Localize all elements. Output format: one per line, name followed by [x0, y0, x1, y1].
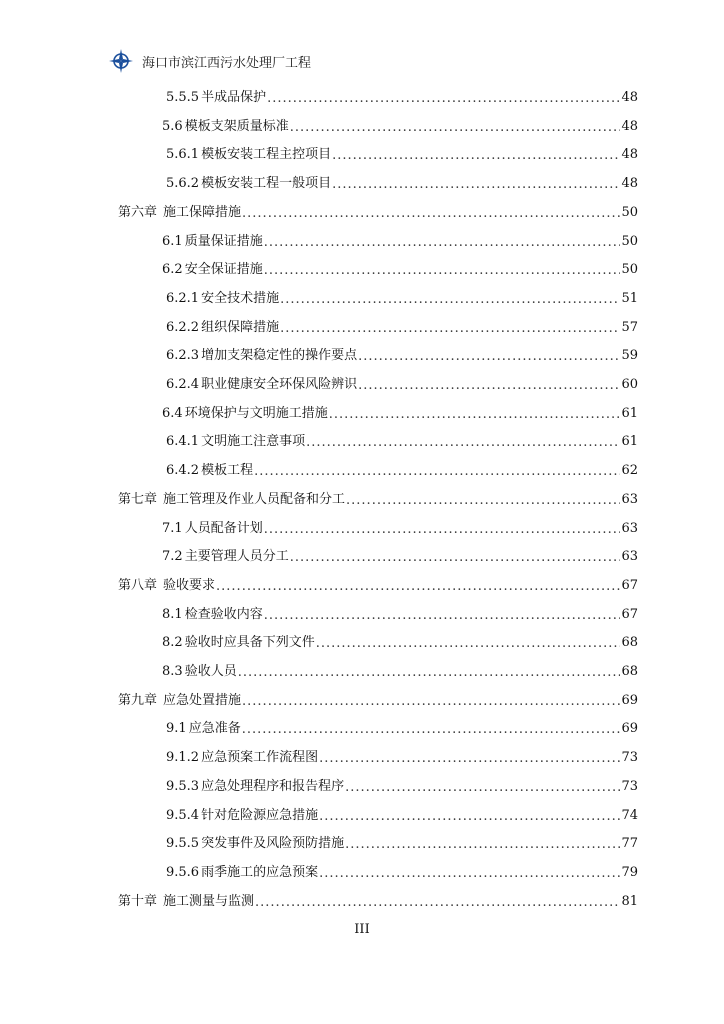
page-header	[108, 44, 628, 78]
toc-entry-title: 安全技术措施	[201, 290, 280, 306]
toc-dot-leader	[242, 723, 621, 737]
toc-dot-leader	[346, 494, 620, 508]
toc-entry-page: 77	[621, 836, 638, 852]
toc-entry-number: 9.5.4	[166, 807, 200, 823]
toc-entry-page: 57	[621, 319, 638, 335]
toc-dot-leader	[358, 350, 620, 364]
toc-entry[interactable]	[166, 744, 638, 766]
toc-entry-number: 第十章	[118, 893, 158, 909]
toc-entry-number: 7.1	[162, 520, 183, 536]
toc-entry-page: 68	[621, 664, 638, 679]
toc-entry-number: 6.4	[162, 405, 183, 421]
toc-entry-page: 63	[621, 520, 638, 536]
toc-dot-leader	[242, 207, 620, 221]
toc-dot-leader	[329, 408, 621, 422]
toc-entry[interactable]	[166, 773, 638, 795]
toc-entry-page: 67	[621, 577, 638, 593]
toc-dot-leader	[345, 781, 620, 795]
toc-entry-title: 应急预案工作流程图	[201, 750, 319, 766]
toc-dot-leader	[267, 92, 620, 106]
document-header-title: 海口市滨江西污水处理厂工程	[142, 55, 312, 71]
toc-entry[interactable]	[166, 314, 638, 336]
toc-entry-number: 6.4.1	[166, 434, 200, 450]
toc-entry-title: 安全保证措施	[184, 262, 263, 278]
toc-entry-title: 针对危险源应急措施	[201, 807, 319, 823]
toc-entry-number: 9.5.5	[166, 836, 200, 852]
toc-entry-number: 6.2.4	[166, 377, 200, 392]
toc-entry[interactable]	[166, 457, 638, 479]
toc-entry-number: 6.2.2	[166, 319, 200, 335]
toc-entry[interactable]	[162, 658, 638, 680]
toc-entry[interactable]	[166, 428, 638, 450]
toc-entry-page: 50	[621, 233, 638, 249]
toc-entry-page: 50	[621, 262, 638, 278]
toc-entry-number: 8.2	[162, 635, 183, 651]
toc-dot-leader	[345, 838, 620, 852]
toc-dot-leader	[319, 810, 620, 824]
toc-dot-leader	[280, 322, 620, 336]
toc-entry-title: 应急处理程序和报告程序	[201, 778, 345, 794]
toc-entry[interactable]	[118, 486, 638, 508]
toc-entry-title: 模板工程	[201, 463, 254, 479]
toc-entry-number: 5.6.1	[166, 147, 200, 163]
toc-entry-title: 增加支架稳定性的操作要点	[201, 348, 358, 364]
toc-dot-leader	[254, 465, 620, 479]
toc-dot-leader	[264, 264, 621, 278]
toc-dot-leader	[358, 379, 620, 393]
toc-entry-number: 9.1	[166, 721, 187, 737]
page-number: III	[354, 922, 370, 937]
toc-entry-number: 第九章	[118, 692, 158, 708]
toc-entry[interactable]	[162, 400, 638, 422]
toc-dot-leader	[264, 236, 621, 250]
toc-entry-title: 验收时应具备下列文件	[184, 635, 315, 651]
toc-entry-number: 7.2	[162, 549, 183, 565]
toc-entry[interactable]	[162, 228, 638, 250]
toc-dot-leader	[306, 436, 620, 450]
toc-entry[interactable]	[166, 371, 638, 393]
toc-entry-title: 施工管理及作业人员配备和分工	[163, 491, 346, 507]
toc-entry[interactable]	[118, 888, 638, 910]
toc-entry-number: 5.6.2	[166, 176, 200, 192]
toc-entry-number: 9.1.2	[166, 750, 200, 766]
toc-entry[interactable]	[166, 141, 638, 163]
toc-entry-page: 73	[621, 778, 638, 794]
toc-entry-title: 模板支架质量标准	[184, 118, 289, 134]
toc-entry-page: 62	[621, 463, 638, 479]
toc-dot-leader	[264, 523, 621, 537]
toc-entry-number: 9.5.6	[166, 864, 200, 880]
toc-entry-page: 61	[621, 405, 638, 421]
toc-dot-leader	[280, 293, 620, 307]
toc-entry-title: 突发事件及风险预防措施	[201, 836, 345, 852]
toc-entry-number: 6.1	[162, 233, 183, 249]
toc-entry-title: 雨季施工的应急预案	[201, 864, 319, 880]
toc-dot-leader	[264, 609, 621, 623]
toc-entry-title: 环境保护与文明施工措施	[184, 405, 328, 421]
toc-entry-number: 8.3	[162, 664, 183, 679]
toc-dot-leader	[238, 666, 621, 680]
toc-entry-page: 50	[621, 204, 638, 220]
toc-entry-title: 验收人员	[184, 664, 237, 679]
toc-entry-number: 9.5.3	[166, 778, 200, 794]
toc-entry-title: 模板安装工程主控项目	[201, 147, 332, 163]
toc-dot-leader	[216, 580, 620, 594]
toc-dot-leader	[332, 178, 620, 192]
toc-entry[interactable]	[162, 515, 638, 537]
toc-entry[interactable]	[162, 256, 638, 278]
toc-entry-title: 质量保证措施	[184, 233, 263, 249]
toc-entry-number: 第六章	[118, 204, 158, 220]
toc-entry-page: 73	[621, 750, 638, 766]
toc-entry-number: 6.2	[162, 262, 183, 278]
toc-entry-page: 48	[621, 118, 638, 134]
toc-entry[interactable]	[118, 572, 638, 594]
toc-entry[interactable]	[166, 830, 638, 852]
toc-entry-title: 检查验收内容	[184, 606, 263, 622]
toc-entry[interactable]	[166, 84, 638, 106]
toc-dot-leader	[255, 896, 620, 910]
toc-entry-title: 半成品保护	[201, 90, 267, 105]
toc-entry-number: 8.1	[162, 606, 183, 622]
toc-entry-page: 61	[621, 434, 638, 450]
toc-entry[interactable]	[118, 199, 638, 221]
toc-entry-number: 6.2.1	[166, 290, 200, 306]
toc-entry-title: 人员配备计划	[184, 520, 263, 536]
toc-entry-page: 74	[621, 807, 638, 823]
toc-entry-page: 60	[621, 377, 638, 392]
toc-entry-title: 应急处置措施	[163, 692, 242, 708]
toc-entry-title: 主要管理人员分工	[184, 549, 289, 565]
toc-entry-page: 67	[621, 606, 638, 622]
toc-entry-number: 第七章	[118, 491, 158, 507]
toc-entry[interactable]	[166, 859, 638, 881]
toc-entry-page: 63	[621, 549, 638, 565]
toc-entry-title: 应急准备	[188, 721, 241, 737]
toc-entry[interactable]	[166, 170, 638, 192]
toc-entry-page: 63	[621, 491, 638, 507]
toc-entry-page: 79	[621, 864, 638, 880]
toc-entry[interactable]	[166, 342, 638, 364]
toc-entry-page: 68	[621, 635, 638, 651]
toc-dot-leader	[319, 752, 620, 766]
toc-entry-number: 6.4.2	[166, 463, 200, 479]
toc-entry-number: 5.6	[162, 118, 183, 134]
toc-entry[interactable]	[118, 687, 638, 709]
toc-entry-page: 51	[621, 290, 638, 306]
toc-dot-leader	[332, 149, 620, 163]
company-logo-icon	[108, 48, 134, 74]
toc-entry[interactable]	[162, 629, 638, 651]
toc-entry-page: 48	[621, 176, 638, 192]
toc-entry-number: 5.5.5	[166, 90, 200, 105]
toc-entry-title: 职业健康安全环保风险辨识	[201, 377, 358, 392]
toc-entry-title: 施工测量与监测	[163, 893, 255, 909]
toc-entry-number: 第八章	[118, 577, 158, 593]
toc-entry-page: 48	[621, 147, 638, 163]
toc-entry-title: 施工保障措施	[163, 204, 242, 220]
toc-entry-title: 模板安装工程一般项目	[201, 176, 332, 192]
toc-entry-title: 验收要求	[163, 577, 216, 593]
toc-entry[interactable]	[166, 715, 638, 737]
toc-dot-leader	[319, 867, 620, 881]
toc-entry[interactable]	[162, 113, 638, 135]
toc-entry-page: 59	[621, 348, 638, 364]
toc-entry-page: 69	[621, 692, 638, 708]
toc-dot-leader	[316, 637, 621, 651]
toc-entry[interactable]	[162, 543, 638, 565]
toc-dot-leader	[290, 121, 621, 135]
toc-dot-leader	[242, 695, 620, 709]
toc-entry[interactable]	[166, 285, 638, 307]
toc-entry-page: 48	[621, 90, 638, 105]
toc-entry[interactable]	[166, 802, 638, 824]
toc-dot-leader	[290, 551, 621, 565]
toc-entry-page: 69	[621, 721, 638, 737]
toc-entry-title: 组织保障措施	[201, 319, 280, 335]
toc-entry-page: 81	[621, 893, 638, 909]
toc-entry-number: 6.2.3	[166, 348, 200, 364]
toc-entry[interactable]	[162, 601, 638, 623]
toc-entry-title: 文明施工注意事项	[201, 434, 306, 450]
